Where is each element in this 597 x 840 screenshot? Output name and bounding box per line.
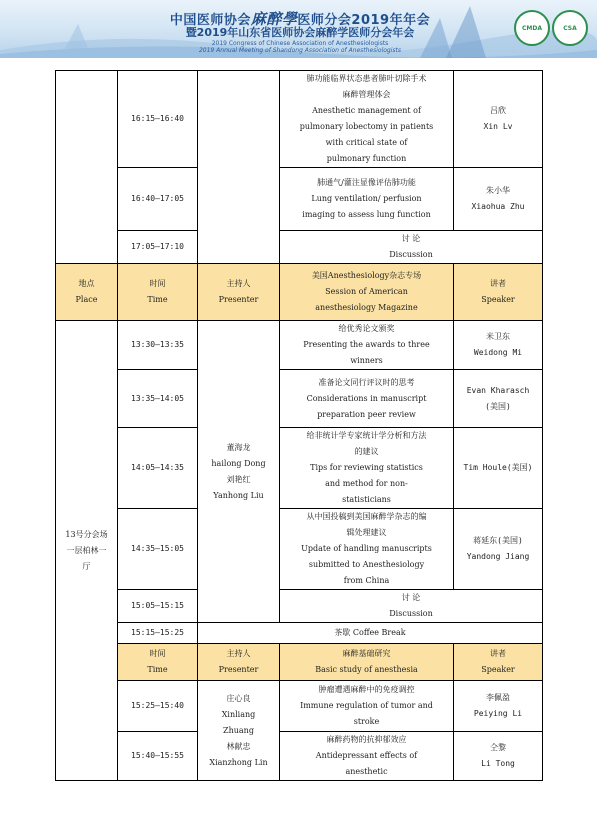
presenter-cell-line: Xinliang — [221, 709, 256, 719]
topic-cell — [280, 509, 454, 590]
speaker-cell-line: Tim Houle(美国) — [463, 463, 533, 472]
table-row — [56, 732, 543, 781]
topic-cell-line: with critical state of — [325, 138, 408, 147]
presenter-cell-line: 董海龙 — [226, 442, 251, 452]
topic-cell-line: 讨 论 — [401, 593, 421, 602]
topic-cell-line: pulmonary lobectomy in patients — [299, 122, 434, 131]
session-header-line: Basic study of anesthesia — [315, 665, 418, 674]
topic-cell-line: Update of handling manuscripts — [301, 544, 432, 553]
session-header-line: anesthesiology Magazine — [315, 303, 418, 312]
topic-cell — [280, 370, 454, 428]
time-cell: 15:05–15:15 — [118, 590, 198, 623]
table-header-row — [56, 264, 543, 321]
speaker-cell — [454, 370, 543, 428]
topic-cell-line: Considerations in manuscript — [306, 393, 427, 403]
venue-header-line: Place — [75, 295, 98, 304]
schedule-table — [55, 70, 543, 781]
time-cell: 15:25–15:40 — [118, 681, 198, 732]
session-header — [280, 644, 454, 681]
topic-cell — [280, 590, 543, 623]
time-header-line: 时间 — [149, 279, 166, 288]
speaker-cell — [454, 168, 543, 231]
time-cell: 15:15–15:25 — [118, 623, 198, 644]
session-header-line: 美国Anesthesiology杂志专场 — [311, 271, 422, 280]
speaker-cell — [454, 428, 543, 509]
topic-cell-line: anesthetic — [345, 767, 388, 776]
session-header-line: Session of American — [325, 287, 408, 296]
speaker-cell — [454, 509, 543, 590]
topic-cell-line: 讨 论 — [401, 234, 421, 243]
time-header-line: Time — [147, 295, 168, 304]
break-label: 茶歇 Coffee Break — [198, 623, 543, 644]
topic-cell-line: Antidepressant effects of — [315, 751, 418, 760]
topic-cell-line: from China — [343, 576, 390, 585]
presenter-header — [198, 644, 280, 681]
topic-cell-line: 的建议 — [354, 447, 379, 456]
break-row — [56, 623, 543, 644]
venue-cell-line: 一层柏林一 — [66, 545, 107, 555]
speaker-cell-line: 朱小华 — [486, 186, 510, 195]
topic-cell — [280, 428, 454, 509]
venue-cell — [56, 71, 118, 264]
speaker-cell-line: (美国) — [485, 401, 511, 411]
topic-cell-line: Tips for reviewing statistics — [310, 463, 423, 472]
table-row — [56, 370, 543, 428]
presenter-cell — [198, 71, 280, 264]
topic-cell-line: Discussion — [389, 250, 433, 259]
cmda-logo-icon: CMDA — [514, 10, 550, 46]
speaker-cell-line: Yandong Jiang — [466, 552, 530, 561]
venue-header-line: 地点 — [78, 279, 95, 288]
time-cell: 16:40–17:05 — [118, 168, 198, 231]
venue-cell-line: 13号分会场 — [65, 529, 108, 539]
topic-cell-line: stroke — [353, 717, 380, 726]
speaker-cell-line: Xiaohua Zhu — [471, 202, 525, 211]
speaker-cell-line: Peiying Li — [473, 709, 523, 718]
topic-cell-line: 给优秀论文颁奖 — [338, 324, 395, 333]
speaker-header-line: Speaker — [481, 665, 515, 674]
time-cell: 14:05–14:35 — [118, 428, 198, 509]
topic-cell-line: submitted to Anesthesiology — [308, 560, 425, 569]
topic-cell-line: winners — [350, 356, 383, 365]
topic-cell-line: 肿瘤遭遇麻醉中的免疫调控 — [318, 685, 415, 694]
table-row — [56, 590, 543, 623]
table-row — [56, 681, 543, 732]
topic-cell-line: 麻醉管理体会 — [342, 90, 391, 99]
time-header — [118, 644, 198, 681]
presenter-cell-line: Zhuang — [223, 725, 254, 735]
time-cell: 16:15–16:40 — [118, 71, 198, 168]
topic-cell — [280, 732, 454, 781]
header-banner — [0, 0, 597, 58]
time-cell: 13:30–13:35 — [118, 321, 198, 370]
presenter-cell-line: hailong Dong — [211, 458, 266, 468]
topic-cell — [280, 168, 454, 231]
table-row — [56, 428, 543, 509]
time-header — [118, 264, 198, 321]
topic-cell-line: statisticians — [342, 495, 391, 504]
topic-cell-line: Immune regulation of tumor and — [300, 701, 433, 710]
speaker-cell-line: 李佩盈 — [486, 693, 510, 702]
topic-cell — [280, 71, 454, 168]
speaker-cell-line: 米卫东 — [486, 332, 510, 341]
topic-cell-line: 麻醉药物的抗抑郁效应 — [326, 735, 407, 744]
presenter-header-line: Presenter — [218, 665, 259, 674]
venue-cell-line: 厅 — [82, 561, 91, 571]
presenter-header-line: 主持人 — [226, 279, 251, 288]
topic-cell-line: 从中国投稿到美国麻醉学杂志的编 — [306, 512, 427, 521]
table-row — [56, 509, 543, 590]
speaker-header — [454, 264, 543, 321]
topic-cell-line: 给非统计学专家统计学分析和方法 — [306, 431, 427, 440]
presenter-cell-line: Xianzhong Lin — [209, 757, 268, 767]
csa-logo-icon: CSA — [552, 10, 588, 46]
speaker-header-line: Speaker — [481, 295, 515, 304]
presenter-cell-line: 庄心良 — [226, 693, 251, 703]
speaker-cell — [454, 321, 543, 370]
time-header-line: Time — [147, 665, 168, 674]
topic-cell-line: Anesthetic management of — [312, 106, 421, 115]
time-header-line: 时间 — [149, 649, 166, 658]
topic-cell-line: preparation peer review — [317, 409, 416, 419]
presenter-cell-line: 林献忠 — [226, 741, 251, 751]
venue-header — [56, 264, 118, 321]
presenter-cell — [198, 321, 280, 623]
presenter-header — [198, 264, 280, 321]
speaker-cell — [454, 71, 543, 168]
topic-cell-line: Discussion — [389, 609, 433, 618]
time-cell: 17:05–17:10 — [118, 231, 198, 264]
speaker-header — [454, 644, 543, 681]
speaker-header-line: 讲者 — [490, 279, 506, 288]
table-row — [56, 321, 543, 370]
table-row — [56, 168, 543, 231]
table-row — [56, 231, 543, 264]
time-cell: 15:40–15:55 — [118, 732, 198, 781]
topic-cell-line: Lung ventilation/ perfusion — [311, 194, 422, 203]
topic-cell-line: 辑处理建议 — [346, 528, 387, 537]
presenter-cell-line: Yanhong Liu — [213, 490, 264, 500]
venue-cell — [56, 321, 118, 781]
speaker-cell-line: Weidong Mi — [473, 348, 523, 357]
session-header — [280, 264, 454, 321]
topic-cell-line: 肺功能临界状态患者肺叶切除手术 — [306, 74, 427, 83]
topic-cell-line: 准备论文同行评议时的思考 — [318, 377, 415, 387]
topic-cell-line: Presenting the awards to three — [303, 340, 430, 349]
topic-cell — [280, 321, 454, 370]
speaker-cell-line: Xin Lv — [483, 122, 513, 131]
time-cell: 14:35–15:05 — [118, 509, 198, 590]
speaker-header-line: 讲者 — [490, 649, 506, 658]
speaker-cell-line: 吕欣 — [490, 106, 506, 115]
speaker-cell-line: 蒋延东(美国) — [473, 536, 523, 545]
session-header-line: 麻醉基础研究 — [342, 649, 391, 658]
speaker-cell-line: Evan Kharasch — [466, 385, 530, 395]
time-cell: 13:35–14:05 — [118, 370, 198, 428]
speaker-cell — [454, 681, 543, 732]
topic-cell-line: and method for non- — [325, 479, 408, 488]
presenter-header-line: 主持人 — [226, 649, 251, 658]
presenter-cell-line: 刘艳红 — [226, 474, 251, 484]
header-subtitle-en: 2019 Annual Meeting of Shandong Association of Anesthesiologists — [198, 47, 402, 54]
table-header-row — [56, 644, 543, 681]
header-subtitle: 暨2019年山东省医师协会麻醉学医师分会年会 — [185, 26, 415, 39]
speaker-cell-line: Li Tong — [481, 759, 515, 768]
topic-cell-line: imaging to assess lung function — [302, 210, 431, 219]
topic-cell-line: pulmonary function — [326, 154, 407, 163]
topic-cell — [280, 681, 454, 732]
topic-cell — [280, 231, 543, 264]
presenter-cell — [198, 681, 280, 781]
presenter-header-line: Presenter — [218, 295, 259, 304]
header-title: 中国医师协会麻醉學医师分会2019年年会 — [169, 10, 431, 28]
speaker-cell-line: 仝黎 — [490, 743, 506, 752]
header-title-en: 2019 Congress of Chinese Association of Anesthesiologists — [211, 40, 389, 47]
speaker-cell — [454, 732, 543, 781]
topic-cell-line: 肺通气/灌注显像评估肺功能 — [317, 178, 416, 187]
table-row — [56, 71, 543, 168]
